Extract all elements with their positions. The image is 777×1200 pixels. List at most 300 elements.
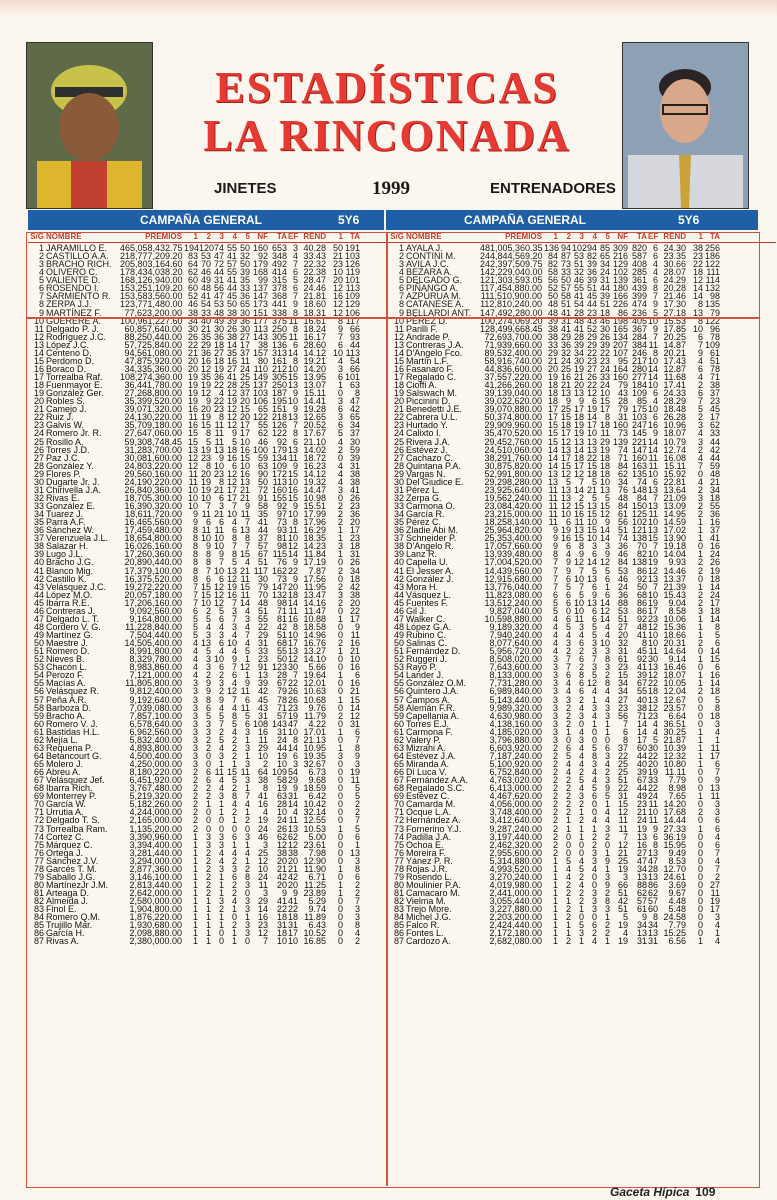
table-cell: 6 — [205, 702, 211, 713]
row-rank: 83 — [393, 904, 404, 915]
table-cell: 0 — [697, 783, 703, 794]
table-cell: 12 — [288, 654, 299, 665]
table-cell: 50 — [257, 476, 268, 487]
table-cell: 0 — [337, 573, 343, 584]
table-cell: 8 — [552, 549, 558, 560]
table-cell: 4,630,980.00 — [489, 710, 542, 721]
table-cell: 20 — [276, 855, 287, 866]
table-cell: 16 — [288, 484, 299, 495]
table-cell: 3 — [565, 694, 571, 705]
table-cell: 2 — [205, 847, 211, 858]
table-cell: 8 — [205, 460, 211, 471]
row-rank: 9 — [398, 307, 404, 318]
table-cell: Arteaga D. — [46, 888, 90, 898]
table-cell: 10 — [213, 541, 224, 552]
table-cell: 44 — [636, 783, 647, 794]
table-cell: 8.58 — [668, 605, 686, 616]
table-cell: 47 — [349, 396, 360, 407]
table-cell: 20 — [349, 597, 360, 608]
table-cell: 221 — [631, 436, 647, 447]
table-cell: Torrealba Raf. — [46, 372, 103, 382]
table-cell: 12 — [226, 476, 237, 487]
table-cell: 256 — [704, 243, 720, 253]
table-cell: 0 — [337, 492, 343, 503]
table-cell: 3 — [192, 710, 198, 721]
table-cell: 2 — [205, 888, 211, 898]
table-cell: Falco R. — [406, 920, 440, 931]
row-rank: 80 — [33, 879, 44, 890]
table-cell: 111,510,900.00 — [480, 291, 542, 302]
table-cell: 7 — [292, 670, 298, 681]
table-cell: 21 — [187, 347, 198, 358]
table-cell: 15 — [200, 589, 211, 600]
table-cell: 128,499,668.45 — [480, 323, 543, 334]
table-cell: 1 — [552, 896, 558, 907]
table-cell: 13 — [560, 388, 571, 399]
table-cell: 4 — [192, 654, 198, 665]
table-cell: 8 — [192, 549, 198, 560]
table-cell: Flores P. — [46, 468, 81, 479]
table-cell: 12,915,680.00 — [484, 573, 542, 584]
table-cell: 33 — [547, 339, 558, 350]
table-cell: 52 — [187, 291, 198, 302]
table-cell: 0 — [337, 904, 343, 915]
table-cell: 3,394,400.00 — [129, 839, 182, 850]
table-cell: BRACHO RICH. — [46, 259, 112, 270]
table-cell: 23 — [599, 355, 610, 366]
table-cell: 34,335,360.00 — [124, 363, 182, 374]
table-cell: 6 — [565, 541, 571, 552]
table-cell: 15 — [586, 460, 597, 471]
table-cell: 4 — [714, 936, 720, 947]
table-cell: 2,682,080.00 — [489, 936, 542, 947]
table-cell: 439 — [631, 283, 647, 294]
table-cell: 10 — [332, 267, 343, 278]
table-cell: 6,413,000.00 — [489, 783, 542, 794]
table-cell: 1 — [337, 742, 343, 753]
table-cell: 17 — [560, 428, 571, 439]
table-cell: 4 — [565, 686, 571, 697]
table-cell: 5 — [578, 589, 584, 600]
table-cell: 3 — [354, 855, 360, 866]
table-cell: 10.79 — [663, 436, 686, 447]
table-cell: 3 — [604, 823, 610, 834]
table-cell: 30 — [573, 355, 584, 366]
table-cell: 15.11 — [664, 460, 686, 471]
table-cell: 33 — [200, 307, 211, 318]
table-cell: 2 — [697, 565, 703, 576]
table-cell: 1 — [205, 920, 211, 931]
table-cell: 15 — [239, 581, 250, 592]
table-cell: 5 — [231, 436, 237, 447]
table-cell: 9 — [218, 694, 224, 705]
table-cell: 8,133,000.00 — [489, 670, 542, 681]
table-cell: Ibarra R.E. — [46, 597, 90, 608]
table-cell: 14.47 — [303, 484, 326, 495]
table-cell: 80 — [257, 355, 268, 366]
table-cell: 39 — [586, 275, 597, 286]
table-cell: 13 — [573, 388, 584, 399]
row-rank: 35 — [33, 517, 44, 528]
table-cell: Mizrahi A. — [406, 742, 446, 753]
table-cell: 2 — [697, 444, 703, 455]
table-cell: 10 — [187, 484, 198, 495]
table-cell: 18 — [599, 468, 610, 479]
table-cell: 2 — [552, 775, 558, 786]
table-cell: 9.74 — [308, 904, 326, 915]
table-cell: 0 — [604, 734, 610, 745]
table-cell: 108 — [252, 718, 268, 729]
table-cell: González Ger. — [46, 388, 104, 399]
table-cell: 63 — [349, 380, 360, 391]
table-cell: Garcés T. M. — [46, 863, 97, 874]
table-cell: 19 — [709, 896, 720, 907]
table-cell: 62 — [648, 888, 659, 898]
table-cell: 1 — [578, 831, 584, 842]
table-cell: 5 — [205, 710, 211, 721]
table-cell: 7 — [652, 581, 658, 592]
table-cell: 1 — [231, 839, 237, 850]
table-cell: 62 — [276, 831, 287, 842]
table-cell: 17 — [288, 928, 299, 939]
table-cell: 39,022,620.00 — [484, 396, 542, 407]
table-cell: 15 — [560, 412, 571, 423]
table-cell: 39 — [257, 678, 268, 689]
table-cell: 0 — [565, 847, 571, 858]
table-cell: 27 — [636, 847, 647, 858]
table-cell: 9 — [192, 509, 198, 520]
table-cell: 22 — [648, 783, 659, 794]
table-cell: Cordero V. G. — [46, 621, 101, 632]
table-cell: 15 — [288, 372, 299, 382]
table-cell: 15.11 — [304, 388, 326, 399]
table-cell: 36 — [709, 509, 720, 520]
table-cell: 1 — [604, 847, 610, 858]
table-cell: 1 — [192, 855, 198, 866]
table-cell: 41 — [226, 251, 237, 262]
row-rank: 79 — [393, 871, 404, 882]
table-cell: 8 — [192, 565, 198, 576]
table-cell: 19 — [187, 380, 198, 391]
table-cell: 10 — [573, 573, 584, 584]
table-cell: 33 — [257, 646, 268, 657]
row-rank: 27 — [33, 452, 44, 463]
table-cell: 59,308,748.45 — [124, 436, 182, 447]
table-cell: 28.07 — [663, 267, 686, 278]
table-cell: 15 — [599, 501, 610, 511]
table-cell: 10 — [257, 863, 268, 874]
column-header: 2 — [566, 232, 571, 241]
table-cell: 16 — [257, 726, 268, 737]
table-cell: 4 — [591, 775, 597, 786]
table-cell: 2 — [565, 879, 571, 890]
table-cell: 0 — [337, 388, 343, 399]
table-cell: 160 — [612, 372, 628, 382]
table-cell: PÉREZ D. — [406, 315, 448, 326]
table-cell: 113 — [272, 476, 287, 487]
table-cell: 35 — [200, 331, 211, 342]
table-cell: 1 — [552, 920, 558, 931]
row-rank: 39 — [33, 549, 44, 560]
table-cell: 13 — [213, 444, 224, 455]
table-cell: 28 — [276, 670, 287, 681]
table-cell: D'Angelo Fco. — [406, 347, 463, 358]
table-cell: 8,983,860.00 — [129, 662, 182, 673]
table-cell: 0 — [337, 734, 343, 745]
table-cell: 86 — [636, 565, 647, 576]
table-cell: 3 — [205, 662, 211, 673]
table-cell: Vargas N. — [406, 468, 446, 479]
table-cell: 88,250,440.00 — [124, 331, 182, 342]
table-cell: 2 — [552, 823, 558, 834]
table-cell: 58 — [257, 501, 268, 511]
table-cell: 31,283,700.00 — [124, 444, 182, 455]
table-cell: 280 — [631, 363, 647, 374]
table-cell: 14 — [599, 597, 610, 608]
table-cell: 6.42 — [308, 791, 326, 802]
table-cell: 97 — [276, 509, 287, 520]
table-cell: 2 — [354, 807, 360, 818]
column-header: 1 — [553, 232, 558, 241]
table-cell: Del Giudice E. — [406, 476, 464, 487]
table-cell: 23 — [349, 501, 360, 511]
table-cell: 0 — [697, 847, 703, 858]
table-cell: 17.01 — [303, 726, 326, 737]
table-cell: 9 — [354, 750, 360, 761]
table-cell: 4 — [714, 726, 720, 737]
table-cell: 1,930,680.00 — [129, 920, 182, 931]
table-cell: 100 — [252, 444, 268, 455]
table-cell: Romero D. — [46, 646, 90, 657]
table-cell: 3 — [552, 726, 558, 737]
table-cell: 2 — [192, 807, 198, 818]
table-cell: 61 — [636, 904, 647, 915]
table-cell: 3 — [354, 904, 360, 915]
table-cell: 5 — [231, 775, 237, 786]
table-cell: 4 — [231, 630, 237, 640]
table-cell: 34 — [636, 863, 647, 874]
table-cell: 5,832,400.00 — [129, 734, 182, 745]
table-cell: 15 — [187, 428, 198, 439]
table-cell: 4 — [565, 549, 571, 560]
table-cell: 7 — [697, 339, 703, 350]
table-cell: 18.72 — [303, 452, 326, 463]
table-cell: 11,823,080.00 — [485, 589, 542, 600]
table-cell: 41 — [709, 533, 720, 544]
table-cell: 4 — [591, 863, 597, 874]
table-cell: 26 — [288, 686, 299, 697]
table-cell: 6 — [652, 831, 658, 842]
table-cell: 7 — [192, 589, 198, 600]
table-cell: 3 — [697, 420, 703, 431]
table-cell: 10 — [213, 460, 224, 471]
table-cell: 6 — [604, 589, 610, 600]
row-rank: 10 — [33, 315, 44, 326]
row-rank: 51 — [33, 646, 44, 657]
table-cell: 17 — [709, 750, 720, 761]
table-cell: 143 — [252, 331, 268, 342]
table-cell: 4 — [337, 355, 343, 366]
table-cell: 2,580,000.00 — [129, 896, 182, 907]
table-cell: 36.19 — [663, 831, 686, 842]
table-cell: 14 — [709, 581, 720, 592]
table-cell: 1 — [552, 871, 558, 882]
table-cell: 3 — [218, 630, 224, 640]
table-cell: 17.43 — [663, 355, 686, 366]
table-cell: 99 — [257, 275, 268, 286]
table-cell: Lugo J.L. — [46, 549, 84, 560]
table-cell: 92 — [636, 654, 647, 665]
table-cell: 10 — [692, 323, 703, 334]
table-cell: 18 — [573, 452, 584, 463]
table-cell: 3 — [205, 839, 211, 850]
table-cell: 8,508,020.00 — [489, 654, 542, 665]
table-cell: 42 — [276, 871, 287, 882]
row-rank: 30 — [33, 476, 44, 487]
table-cell: 4 — [578, 742, 584, 753]
table-cell: 4 — [697, 452, 703, 463]
table-cell: 3 — [552, 678, 558, 689]
table-cell: 4,893,800.00 — [129, 742, 182, 753]
table-cell: 37 — [239, 388, 250, 399]
table-cell: 12 — [599, 557, 610, 568]
table-cell: 103 — [344, 251, 360, 262]
table-cell: 24 — [257, 871, 268, 882]
table-cell: 38 — [288, 847, 299, 858]
table-cell: 179 — [271, 444, 287, 455]
table-cell: 7 — [231, 662, 237, 673]
table-cell: 4,138,160.00 — [489, 718, 542, 729]
table-cell: 14.64 — [663, 646, 686, 657]
table-cell: López G.A. — [406, 621, 452, 632]
table-cell: 16 — [349, 662, 360, 673]
table-cell: 0 — [697, 815, 703, 826]
table-cell: 8 — [231, 533, 237, 544]
table-cell: 14 — [239, 597, 250, 608]
table-cell: 3.69 — [668, 879, 686, 890]
table-cell: 4 — [244, 557, 250, 568]
table-cell: 2 — [231, 920, 237, 931]
table-cell: 11,228,840.00 — [125, 621, 182, 632]
table-cell: 18 — [560, 420, 571, 431]
table-cell: 11 — [618, 815, 628, 826]
table-cell: Estévez J.A. — [406, 750, 457, 761]
table-cell: 147,492,280.00 — [480, 307, 543, 318]
table-cell: 2 — [552, 799, 558, 810]
table-cell: 6 — [591, 605, 597, 616]
table-cell: 3,748,400.00 — [489, 807, 542, 818]
table-cell: 7 — [552, 573, 558, 584]
table-cell: 71 — [636, 710, 647, 721]
table-cell: 12 — [187, 452, 198, 463]
table-cell: 35 — [257, 509, 268, 520]
table-cell: 2 — [205, 879, 211, 890]
table-cell: 73 — [276, 573, 287, 584]
table-cell: 23 — [617, 702, 628, 713]
table-cell: 8.53 — [668, 855, 686, 866]
table-cell: 36 — [617, 541, 628, 552]
table-cell: 18 — [599, 460, 610, 471]
table-cell: 6 — [354, 726, 360, 737]
table-cell: 36 — [349, 509, 360, 520]
table-cell: Ruiz J. — [46, 412, 74, 423]
table-cell: 4 — [192, 646, 198, 657]
table-cell: Nieves B. — [46, 654, 85, 665]
table-cell: 50 — [226, 299, 237, 310]
table-cell: 195 — [271, 396, 287, 407]
table-cell: 44 — [709, 436, 720, 447]
table-cell: 8 — [231, 549, 237, 560]
table-cell: 0 — [578, 847, 584, 858]
table-cell: 13 — [586, 444, 597, 455]
table-cell: 25,353,400.00 — [484, 533, 542, 544]
table-cell: 51 — [617, 613, 628, 624]
table-cell: 14 — [573, 444, 584, 455]
column-header: 4 — [232, 232, 237, 241]
table-cell: 12 — [213, 597, 224, 608]
table-cell: 6 — [205, 775, 211, 786]
table-cell: 5.00 — [308, 831, 326, 842]
table-cell: 17 — [349, 525, 360, 536]
table-cell: 27 — [239, 331, 250, 342]
table-cell: 15 — [239, 404, 250, 415]
table-cell: 10 — [648, 355, 659, 366]
table-cell: 46 — [599, 315, 610, 326]
table-cell: 21.46 — [663, 291, 686, 302]
table-cell: 21 — [200, 323, 211, 334]
table-cell: 48 — [636, 621, 647, 632]
table-cell: 89,532,400.00 — [484, 347, 542, 358]
table-cell: 3 — [604, 750, 610, 761]
table-cell: 9 — [652, 823, 658, 834]
table-cell: 14 — [547, 444, 558, 455]
table-cell: 14.23 — [303, 541, 326, 552]
table-cell: 1 — [337, 549, 343, 560]
row-rank: 19 — [33, 388, 44, 399]
table-cell: 15.36 — [663, 621, 686, 632]
table-cell: 3 — [604, 646, 610, 657]
table-cell: 0 — [337, 920, 343, 931]
table-cell: 26 — [586, 372, 597, 382]
table-cell: 5 — [218, 605, 224, 616]
table-cell: 3 — [552, 694, 558, 705]
table-cell: 5 — [231, 557, 237, 568]
table-cell: 13 — [573, 436, 584, 447]
table-cell: Ruggeri J. — [406, 654, 448, 665]
table-cell: 13 — [636, 871, 647, 882]
table-cell: Padilla J.A. — [406, 831, 452, 842]
table-cell: 37 — [617, 742, 628, 753]
table-cell: 38 — [349, 589, 360, 600]
table-cell: 10 — [288, 936, 299, 947]
table-cell: 121,303,593.05 — [480, 275, 543, 286]
table-cell: 44 — [599, 283, 610, 294]
table-cell: 0 — [697, 896, 703, 907]
table-cell: 129 — [344, 299, 360, 310]
table-cell: 405 — [631, 315, 647, 326]
table-cell: 2 — [578, 492, 584, 503]
row-rank: 23 — [33, 420, 44, 431]
table-cell: 315 — [271, 275, 287, 286]
table-cell: 15 — [239, 452, 250, 463]
table-cell: Bastidas H.L. — [46, 726, 100, 737]
table-cell: 2,165,000.00 — [129, 815, 182, 826]
table-cell: 7 — [565, 654, 571, 665]
table-cell: 3 — [604, 775, 610, 786]
table-cell: Delgado L. T. — [46, 613, 99, 624]
table-cell: 8 — [652, 912, 658, 923]
table-cell: 8 — [205, 557, 211, 568]
